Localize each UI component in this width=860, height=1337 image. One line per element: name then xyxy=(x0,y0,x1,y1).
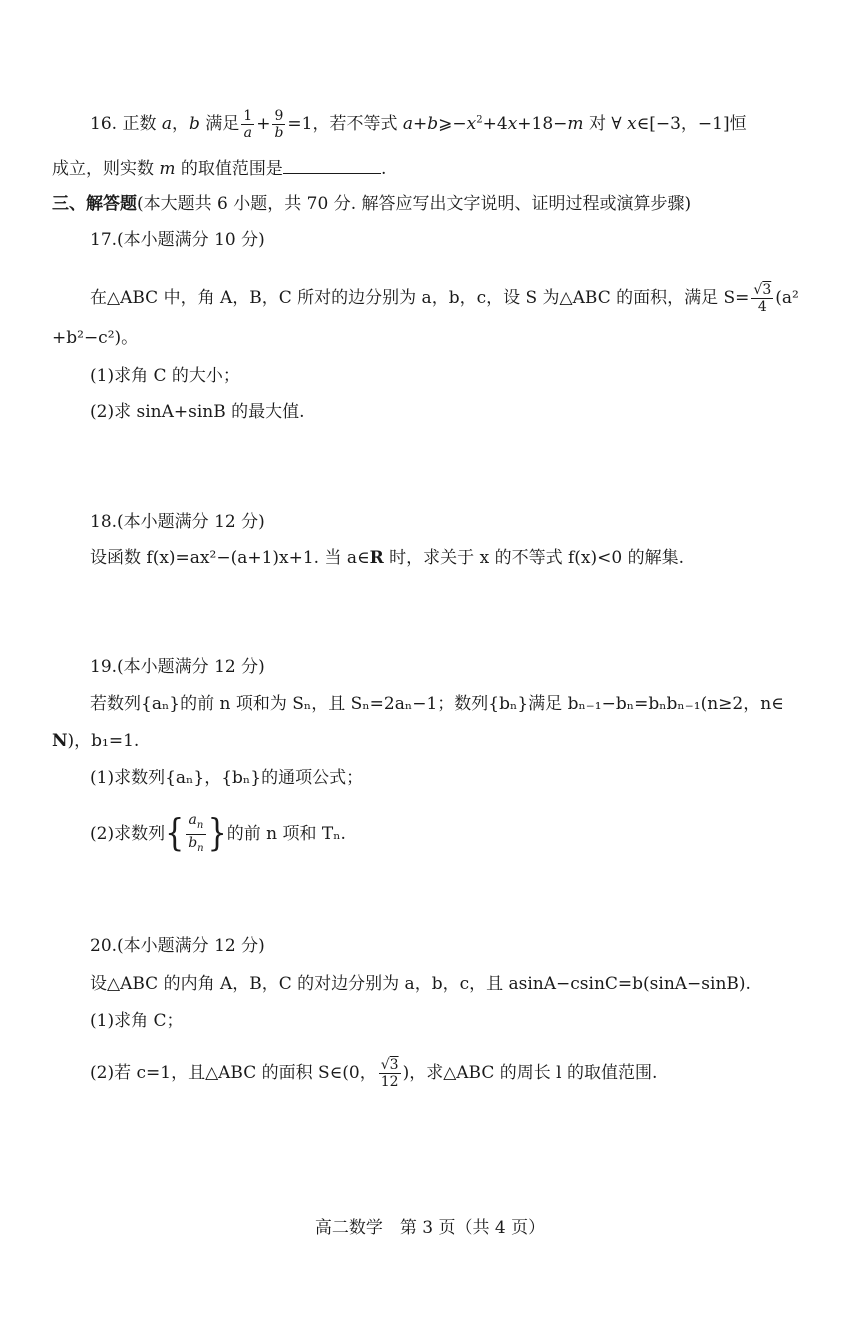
q19-header: 19.(本小题满分 12 分) xyxy=(90,657,265,677)
q19-part2 xyxy=(90,812,346,857)
q19-natural-set: N xyxy=(52,731,68,751)
q17-part1: (1)求角 C 的大小； xyxy=(90,366,240,386)
q18-header: 18.(本小题满分 12 分) xyxy=(90,512,265,532)
q16-text-e: ∈[−3，−1]恒 xyxy=(636,114,747,134)
q20-part2 xyxy=(90,1057,657,1090)
q20-part1: (1)求角 C； xyxy=(90,1011,184,1031)
q19-part2-a: (2)求数列 xyxy=(90,823,166,844)
q18-body xyxy=(90,546,684,570)
q17-body1-tail: (a² xyxy=(775,288,799,308)
q17-body1: 在△ABC 中，角 A，B，C 所对的边分别为 a，b，c，设 S 为△ABC 的面积，满足 S= xyxy=(90,288,750,308)
q17-header: 17.(本小题满分 10 分) xyxy=(90,230,265,250)
page-footer: 高二数学 第 3 页（共 4 页） xyxy=(314,1218,546,1238)
left-brace: { xyxy=(165,811,185,856)
q16-text-d: 对 ∀ xyxy=(583,114,628,134)
q16-text-l2: 成立，则实数 xyxy=(52,159,160,179)
q17-body-line1 xyxy=(90,282,799,315)
q16-line1: 16. 正数 a，b 满足 $\frac{1}{a}$ + $\frac{9}{b}$ =1，若不等式 $a+b⩾-x^2+4x+18-m$ 对 ∀ x∈[−3，−1]恒 xyxy=(90,108,747,141)
q18-body-a: 设函数 f(x)=ax²−(a+1)x+1. 当 a∈ xyxy=(90,548,370,568)
q18-real-set: R xyxy=(369,548,384,568)
q19-body1: 若数列{aₙ}的前 n 项和为 Sₙ，且 Sₙ=2aₙ−1；数列{bₙ}满足 bₙ₋₁−bₙ=bₙbₙ₋₁(n≥2，n∈ xyxy=(90,694,784,714)
fraction-sqrt3-over-4: $\frac{√3}{4}$ xyxy=(753,282,772,315)
q16-period: . xyxy=(380,159,387,179)
q16-text-b: 满足 xyxy=(199,114,240,134)
q19-body2-line xyxy=(52,729,139,753)
q17-part2: (2)求 sinA+sinB 的最大值. xyxy=(90,402,305,422)
section3-note: (本大题共 6 小题，共 70 分. 解答应写出文字说明、证明过程或演算步骤) xyxy=(137,194,692,214)
answer-blank xyxy=(283,157,381,174)
q17-body2: +b²−c²)。 xyxy=(52,328,139,348)
q19-part2-b: 的前 n 项和 Tₙ. xyxy=(226,823,346,844)
q20-header: 20.(本小题满分 12 分) xyxy=(90,936,265,956)
fraction-sqrt3-over-12: $\frac{√3}{12}$ xyxy=(380,1057,399,1090)
q16-text-c: ，若不等式 xyxy=(312,114,403,134)
q20-body: 设△ABC 的内角 A，B，C 的对边分别为 a，b，c，且 asinA−csinC=b(sinA−sinB). xyxy=(90,974,751,994)
section3-title: 三、解答题 xyxy=(52,194,137,214)
right-brace: } xyxy=(207,811,227,856)
section3-heading xyxy=(52,192,691,216)
q19-part1: (1)求数列{aₙ}，{bₙ}的通项公式； xyxy=(90,768,364,788)
fraction-1-over-a: $\frac{1}{a}$ xyxy=(243,108,253,141)
q16-line2: 成立，则实数 m 的取值范围是 . xyxy=(52,159,387,179)
q20-part2-a: (2)若 c=1，且△ABC 的面积 S∈(0， xyxy=(90,1063,377,1083)
q16-text-l2b: 的取值范围是 xyxy=(175,159,283,179)
q16-text-a: 16. 正数 xyxy=(90,114,162,134)
fraction-an-over-bn: $\frac{a_n}{b_n}$ xyxy=(188,812,204,854)
q19-body2: )，b₁=1. xyxy=(67,731,140,751)
q20-part2-b: )，求△ABC 的周长 l 的取值范围. xyxy=(402,1063,658,1083)
fraction-9-over-b: $\frac{9}{b}$ xyxy=(274,108,284,141)
q18-body-tail: 时，求关于 x 的不等式 f(x)<0 的解集. xyxy=(383,548,684,568)
